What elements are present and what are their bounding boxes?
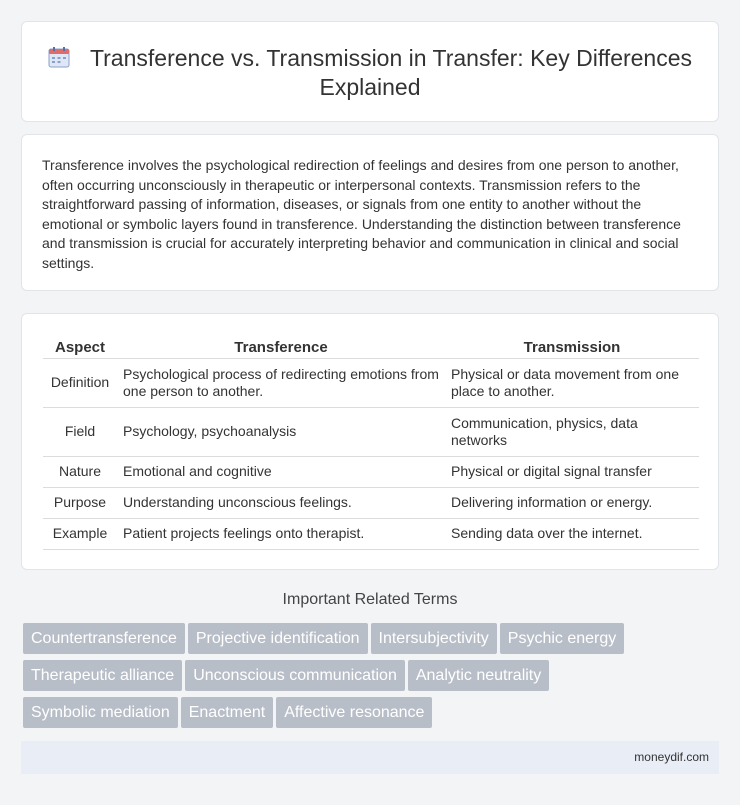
related-terms-title: Important Related Terms bbox=[282, 591, 458, 608]
related-terms-list bbox=[23, 623, 723, 734]
footer bbox=[21, 741, 719, 774]
row-aspect: Definition bbox=[43, 358, 117, 407]
row-aspect: Example bbox=[43, 518, 117, 549]
tag-row bbox=[23, 697, 723, 734]
tag-affective-resonance[interactable]: Affective resonance bbox=[276, 697, 432, 728]
tag-unconscious-communication[interactable]: Unconscious communication bbox=[185, 660, 405, 691]
row-transference: Emotional and cognitive bbox=[117, 456, 445, 487]
intro-card bbox=[21, 134, 719, 291]
row-transmission: Communication, physics, data networks bbox=[445, 407, 699, 456]
tag-projective-identification[interactable]: Projective identification bbox=[188, 623, 368, 654]
table-row bbox=[43, 407, 699, 456]
header-transmission: Transmission bbox=[445, 336, 699, 358]
row-transference: Psychology, psychoanalysis bbox=[117, 407, 445, 456]
row-transmission: Sending data over the internet. bbox=[445, 518, 699, 549]
calendar-icon bbox=[48, 46, 70, 68]
row-transference: Understanding unconscious feelings. bbox=[117, 487, 445, 518]
table-row bbox=[43, 518, 699, 549]
tag-row bbox=[23, 660, 723, 697]
table-row bbox=[43, 358, 699, 407]
tag-enactment[interactable]: Enactment bbox=[181, 697, 273, 728]
row-aspect: Field bbox=[43, 407, 117, 456]
header-aspect: Aspect bbox=[43, 336, 117, 358]
tag-psychic-energy[interactable]: Psychic energy bbox=[500, 623, 625, 654]
page-title: Transference vs. Transmission in Transfer: Key Differences Explained bbox=[89, 45, 693, 100]
tag-analytic-neutrality[interactable]: Analytic neutrality bbox=[408, 660, 549, 691]
table-row bbox=[43, 456, 699, 487]
title-card bbox=[21, 21, 719, 122]
row-aspect: Purpose bbox=[43, 487, 117, 518]
table-header-row bbox=[43, 336, 699, 358]
page-title-wrap bbox=[22, 44, 718, 102]
tag-row bbox=[23, 623, 723, 660]
row-transmission: Physical or digital signal transfer bbox=[445, 456, 699, 487]
row-transference: Patient projects feelings onto therapist. bbox=[117, 518, 445, 549]
row-transmission: Delivering information or energy. bbox=[445, 487, 699, 518]
comparison-table bbox=[43, 336, 699, 550]
tag-therapeutic-alliance[interactable]: Therapeutic alliance bbox=[23, 660, 182, 691]
intro-paragraph: Transference involves the psychological redirection of feelings and desires from one person to another, often occurring unconsciously in therapeutic or interpersonal contexts. Transmission refers to the straightforward passing of information, diseases, or signals from one entity to another without the emotional or symbolic layers found in transference. Understanding the distinction between transference and transmission is crucial for accurately interpreting behavior and communication in clinical and social settings. bbox=[42, 157, 681, 271]
tag-intersubjectivity[interactable]: Intersubjectivity bbox=[371, 623, 497, 654]
tag-symbolic-mediation[interactable]: Symbolic mediation bbox=[23, 697, 178, 728]
table-row bbox=[43, 487, 699, 518]
footer-site[interactable]: moneydif.com bbox=[634, 750, 709, 764]
row-transmission: Physical or data movement from one place to another. bbox=[445, 358, 699, 407]
header-transference: Transference bbox=[117, 336, 445, 358]
tag-countertransference[interactable]: Countertransference bbox=[23, 623, 185, 654]
row-aspect: Nature bbox=[43, 456, 117, 487]
row-transference: Psychological process of redirecting emotions from one person to another. bbox=[117, 358, 445, 407]
comparison-card bbox=[21, 313, 719, 570]
